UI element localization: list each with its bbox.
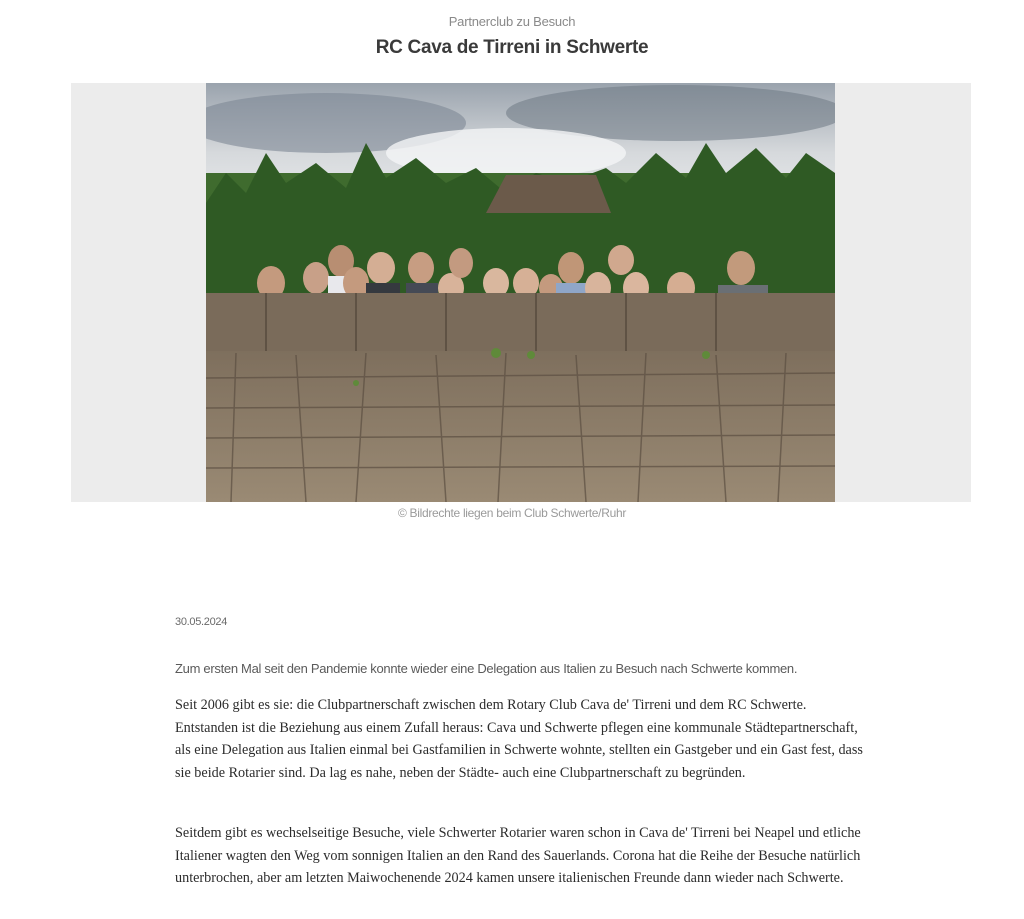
publish-date: 30.05.2024 [175, 616, 228, 628]
article-paragraph: Seitdem gibt es wechselseitige Besuche, viele Schwerter Rotarier waren schon in Cava de' Tirreni bei Neapel und etliche Italiener wagten den Weg vom sonnigen Italien an den Rand des Sauerlands. Corona hat die Reihe der Besuche natürlich unterbrochen, aber am letzten Maiwochenende 2024 kamen unsere italienischen Freunde dann wieder nach Schwerte. [175, 825, 861, 886]
group-photo-illustration [206, 83, 835, 502]
article-paragraph: Seit 2006 gibt es sie: die Clubpartnerschaft zwischen dem Rotary Club Cava de' Tirreni und dem RC Schwerte. Entstanden ist die Beziehung aus einem Zufall heraus: Cava und Schwerte pflegen eine kommunale Städtepartnerschaft, als eine Delegation aus Italien einmal bei Gastfamilien in Schwerte wohnte, stellten ein Gastgeber und ein Gast fest, dass sie beide Rotarier sind. Da lag es nahe, neben der Städte- auch eine Clubpartnerschaft zu begründen. [175, 697, 863, 781]
group-photo[interactable] [206, 83, 835, 502]
article-title: RC Cava de Tirreni in Schwerte [375, 37, 649, 58]
article-kicker: Partnerclub zu Besuch [448, 14, 576, 29]
article-lead: Zum ersten Mal seit den Pandemie konnte wieder eine Delegation aus Italien zu Besuch nach Schwerte kommen. [175, 661, 798, 676]
image-frame [71, 83, 971, 502]
image-caption: © Bildrechte liegen beim Club Schwerte/Ruhr [397, 506, 627, 520]
